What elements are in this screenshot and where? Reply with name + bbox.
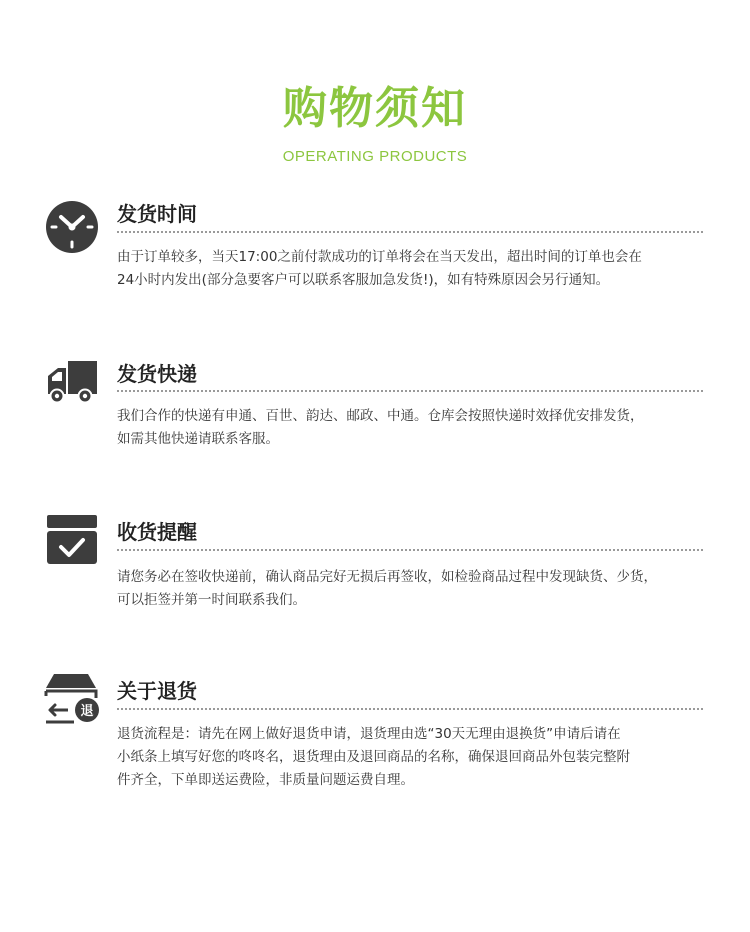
page-title: 购物须知 xyxy=(283,83,467,134)
box-check-icon xyxy=(44,512,100,568)
dotted-divider xyxy=(117,708,703,710)
section-title: 收货提醒 xyxy=(117,520,197,544)
body-line: 可以拒签并第一时间联系我们。 xyxy=(117,592,306,608)
dotted-divider xyxy=(117,390,703,392)
body-line: 我们合作的快递有申通、百世、韵达、邮政、中通。仓库会按照快递时效择优安排发货， xyxy=(117,408,644,424)
body-line: 24小时内发出(部分急要客户可以联系客服加急发货!)，如有特殊原因会另行通知。 xyxy=(117,272,610,288)
body-line: 小纸条上填写好您的咚咚名，退货理由及退回商品的名称，确保退回商品外包装完整附 xyxy=(117,749,630,765)
truck-icon xyxy=(44,354,100,410)
section-title: 发货时间 xyxy=(117,202,197,226)
dotted-divider xyxy=(117,231,703,233)
body-line: 如需其他快递请联系客服。 xyxy=(117,431,279,447)
return-badge-label: 退 xyxy=(80,704,94,719)
body-line: 由于订单较多，当天17:00之前付款成功的订单将会在当天发出，超出时间的订单也会在 xyxy=(117,249,642,265)
return-box-icon xyxy=(44,670,100,726)
page-subtitle: OPERATING PRODUCTS xyxy=(282,148,468,165)
body-line: 退货流程是：请先在网上做好退货申请，退货理由选“30天无理由退换货”申请后请在 xyxy=(117,726,621,742)
section-body xyxy=(117,566,707,612)
section-title: 关于退货 xyxy=(117,679,197,703)
body-line: 请您务必在签收快递前，确认商品完好无损后再签收，如检验商品过程中发现缺货、少货， xyxy=(117,569,657,585)
section-body xyxy=(117,723,707,792)
section-title: 发货快递 xyxy=(117,362,197,386)
dotted-divider xyxy=(117,549,703,551)
body-line: 件齐全，下单即送运费险，非质量问题运费自理。 xyxy=(117,772,414,788)
section-body xyxy=(117,405,707,451)
clock-icon xyxy=(44,199,100,255)
section-body xyxy=(117,246,707,292)
